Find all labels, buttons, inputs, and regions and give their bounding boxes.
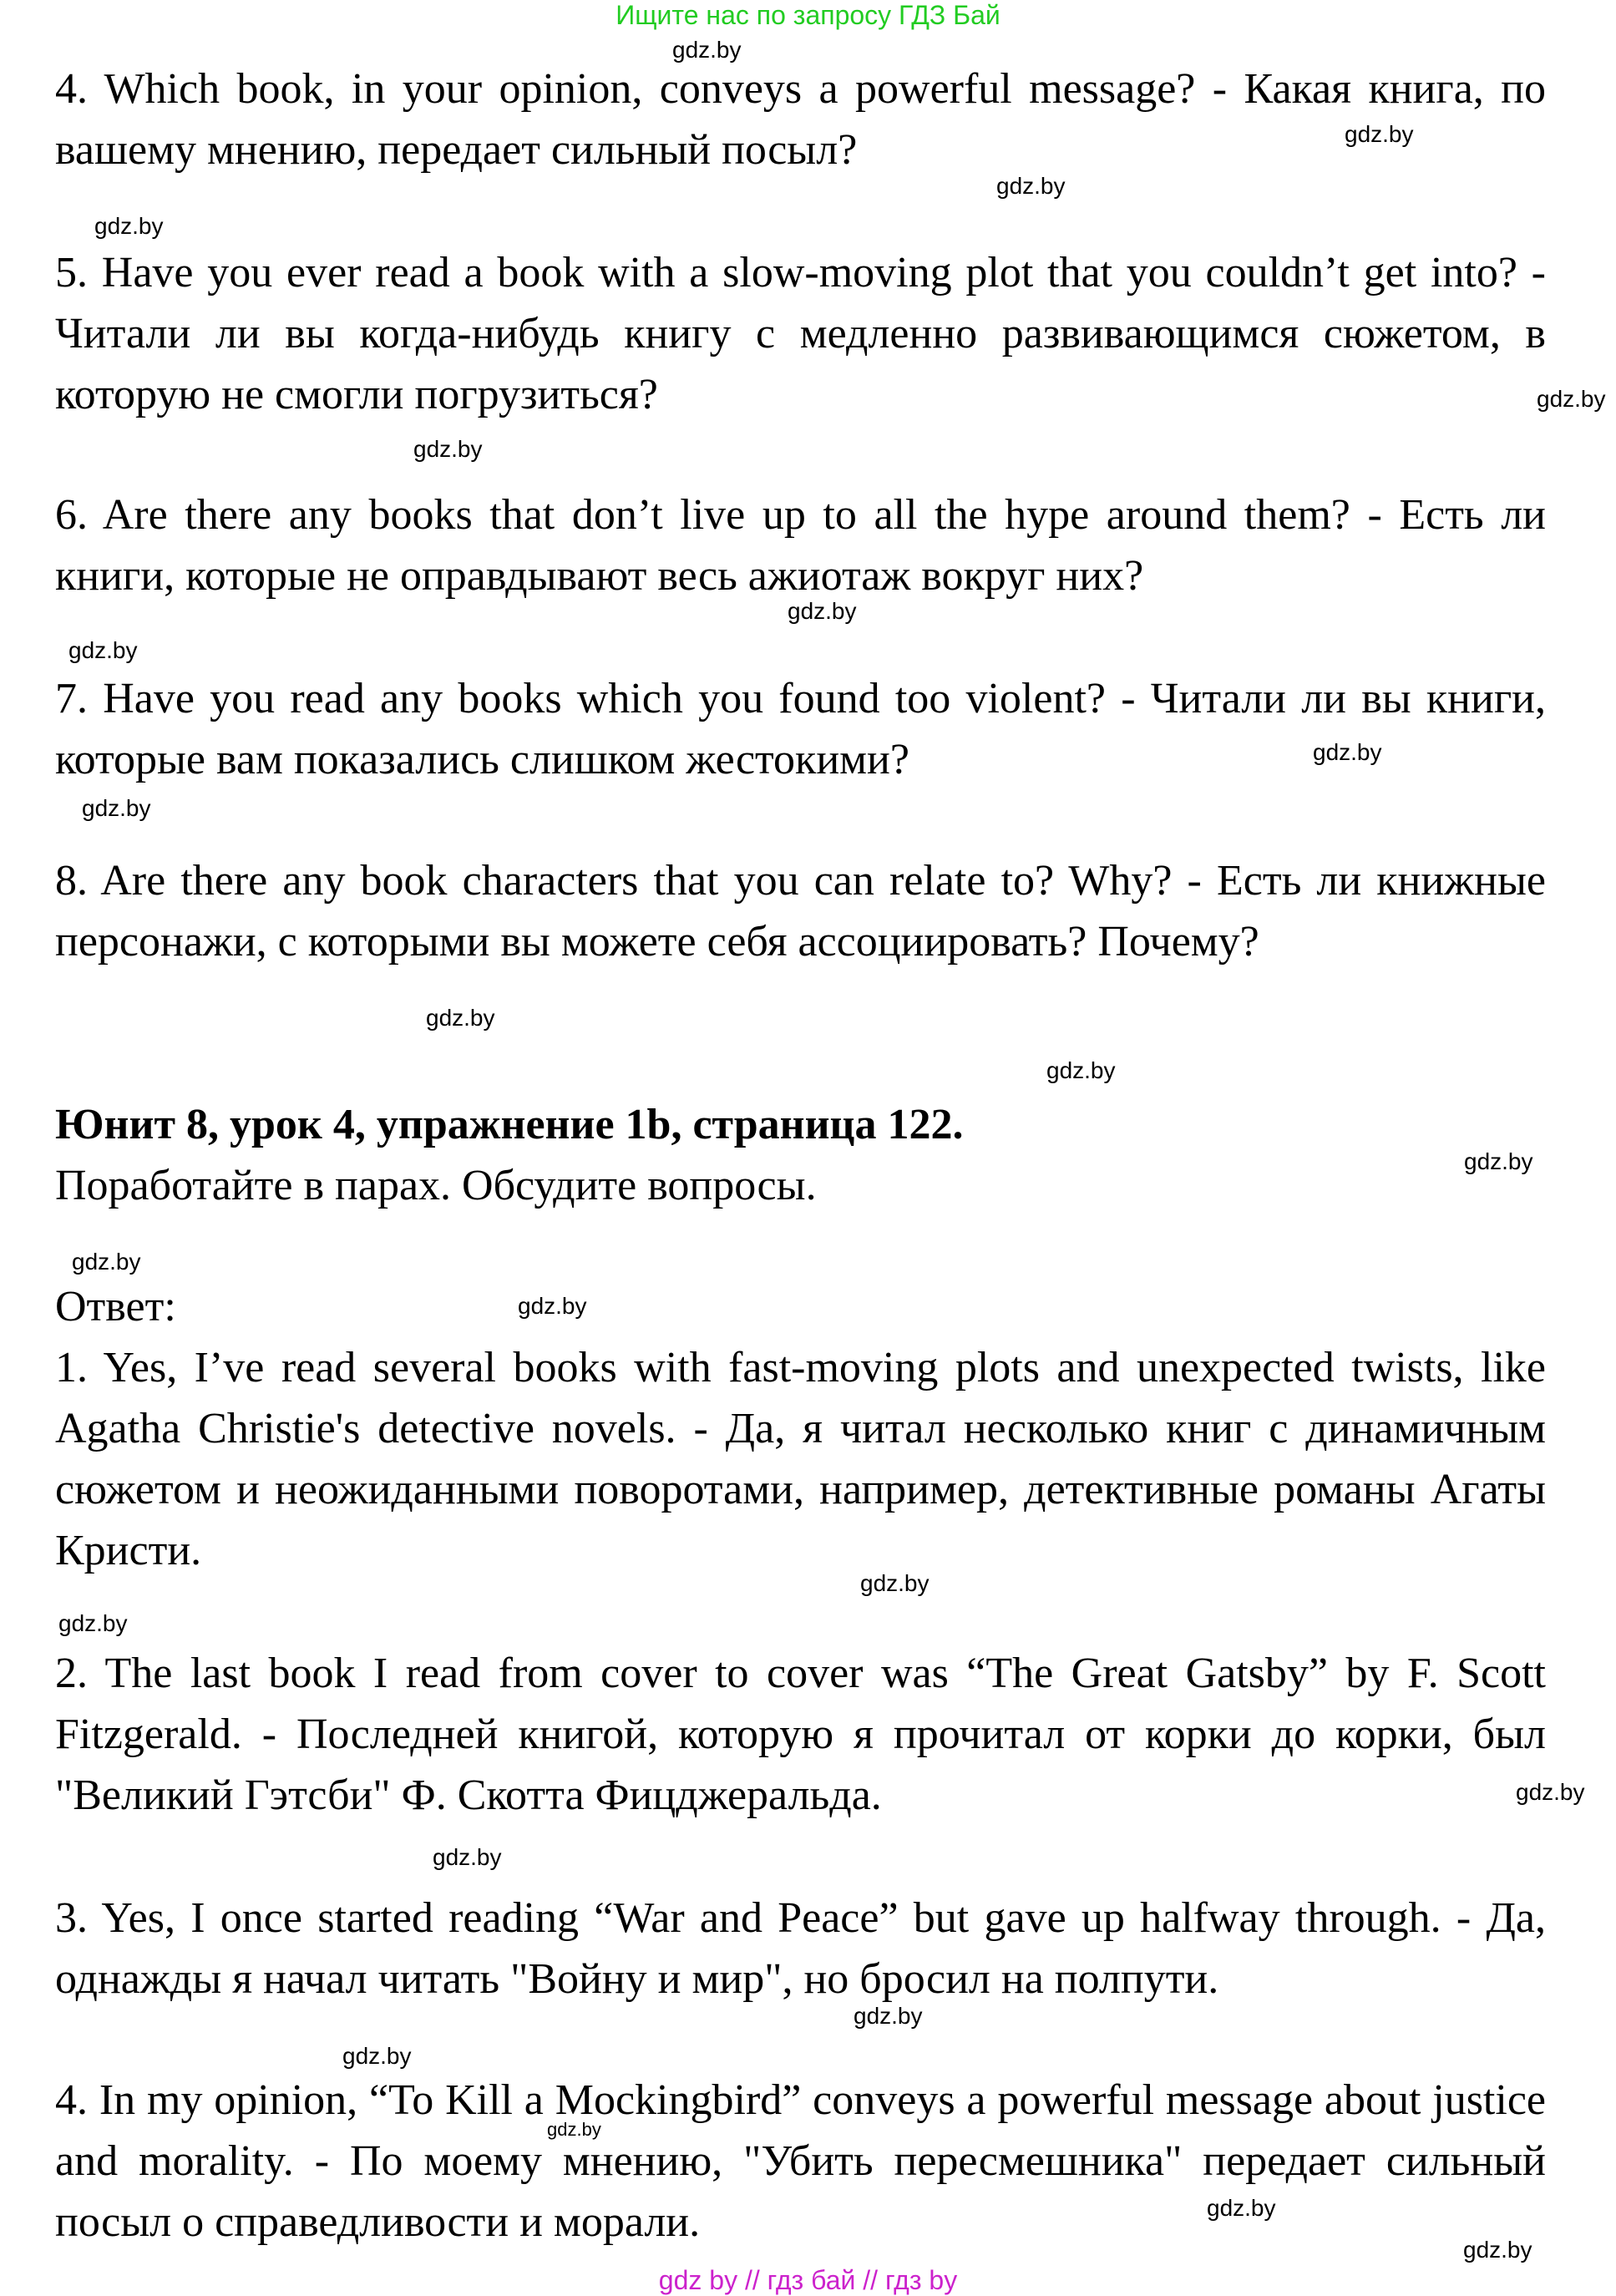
answer-3: 3. Yes, I once started reading “War and Peace” but gave up halfway through. - Да, однажды я начал читать "Войну и мир", но бросил на полпути. [55, 1894, 1546, 2003]
watermark: gdz.by [426, 1005, 495, 1031]
watermark: gdz.by [1207, 2195, 1276, 2221]
watermark: gdz.by [1345, 121, 1414, 147]
question-5: 5. Have you ever read a book with a slow-moving plot that you couldn’t get into? - Читали ли вы когда-нибудь книгу с медленно развивающимся сюжетом, в которую не смогли погрузиться? [55, 249, 1546, 418]
watermark: gdz.by [58, 1610, 128, 1636]
watermark: gdz.by [672, 37, 742, 63]
watermark: gdz.by [1313, 739, 1382, 765]
question-6: 6. Are there any books that don’t live up to all the hype around them? - Есть ли книги, которые не оправдывают весь ажиотаж вокруг них? [55, 491, 1546, 600]
watermark: gdz.by [1463, 2237, 1532, 2263]
watermark: gdz.by [82, 795, 151, 821]
watermark: gdz.by [1516, 1779, 1585, 1805]
watermark: gdz.by [433, 1844, 502, 1870]
watermark: gdz.by [788, 598, 857, 624]
question-8: 8. Are there any book characters that you can relate to? Why? - Есть ли книжные персонажи, с которыми вы можете себя ассоциировать? Почему? [55, 857, 1546, 966]
section-heading: Юнит 8, урок 4, упражнение 1b, страница 122. [55, 1101, 964, 1148]
watermark: gdz.by [68, 637, 138, 663]
answer-4: 4. In my opinion, “To Kill a Mockingbird” conveys a powerful message about justice and morality. - По моему мнению, "Убить пересмешника" передает сильный посыл о справедливости и морали. [55, 2076, 1546, 2246]
watermark: gdz.by [342, 2043, 412, 2069]
watermark: gdz.by [72, 1249, 141, 1275]
answer-1: 1. Yes, I’ve read several books with fast-moving plots and unexpected twists, like Agatha Christie's detective novels. - Да, я читал несколько книг с динамичным сюжетом и неожиданными поворотами, например, детективные романы Агаты Кристи. [55, 1344, 1546, 1574]
bottom-banner: gdz by // гдз бай // гдз by [658, 2265, 958, 2295]
watermark: gdz.by [860, 1570, 930, 1596]
top-banner: Ищите нас по запросу ГДЗ Бай [615, 0, 1001, 30]
watermark: gdz.by [94, 213, 164, 239]
watermark: gdz.by [413, 436, 483, 462]
watermark: gdz.by [1537, 386, 1606, 412]
question-7: 7. Have you read any books which you found too violent? - Читали ли вы книги, которые вам показались слишком жестокими? [55, 675, 1546, 783]
question-4: 4. Which book, in your opinion, conveys a powerful message? - Какая книга, по вашему мнению, передает сильный посыл? [55, 65, 1546, 174]
watermark: gdz.by [854, 2003, 923, 2029]
watermark: gdz.by [1464, 1148, 1533, 1174]
watermark: gdz.by [518, 1293, 587, 1319]
answer-label: Ответ: [55, 1283, 176, 1330]
instruction: Поработайте в парах. Обсудите вопросы. [55, 1162, 817, 1209]
answer-2: 2. The last book I read from cover to cover was “The Great Gatsby” by F. Scott Fitzgerald. - Последней книгой, которую я прочитал от корки до корки, был "Великий Гэтсби" Ф. Скотта Фицджеральда. [55, 1650, 1546, 1819]
watermark: gdz.by [547, 2119, 601, 2140]
watermark: gdz.by [1046, 1057, 1116, 1083]
watermark: gdz.by [996, 173, 1066, 199]
